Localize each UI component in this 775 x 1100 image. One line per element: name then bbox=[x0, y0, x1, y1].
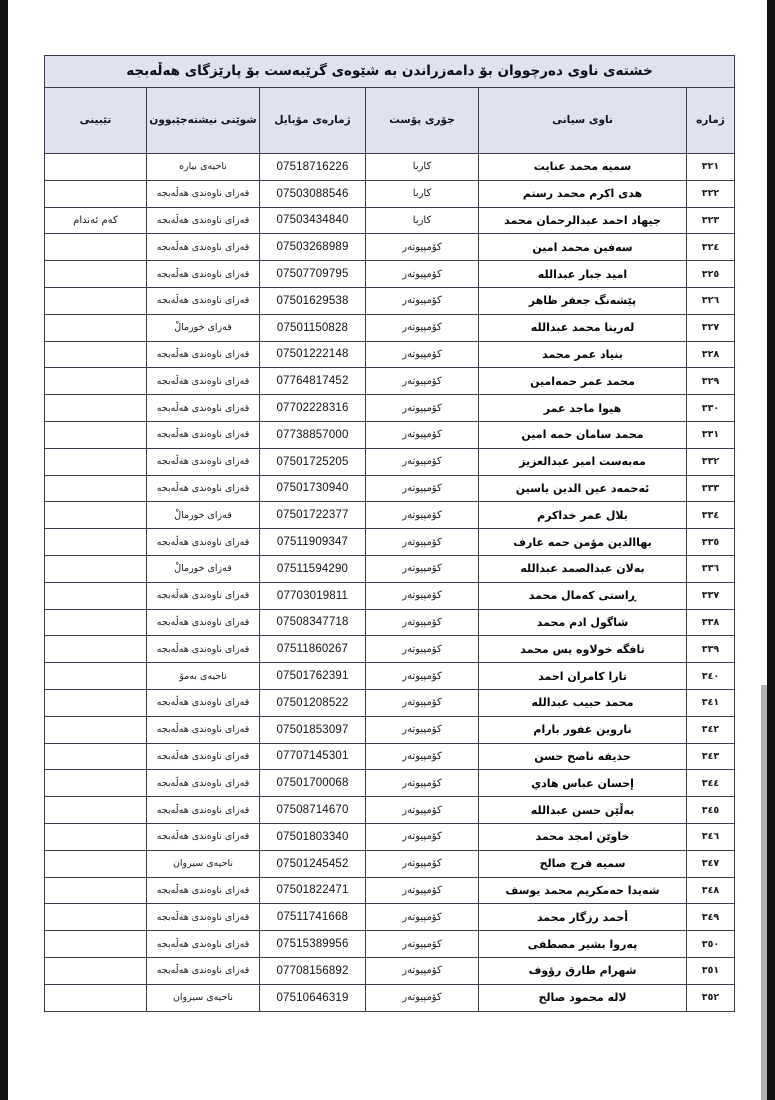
cell-post: کۆمپیوتەر bbox=[366, 314, 479, 341]
table-body bbox=[44, 154, 734, 1012]
cell-name: حذیفە ناصح حسن bbox=[479, 743, 687, 770]
column-header-name: ناوی سیانی bbox=[479, 88, 687, 154]
cell-mobile: 07707145301 bbox=[260, 743, 366, 770]
cell-note bbox=[44, 154, 146, 181]
cell-name: ڕاستی کەمال محمد bbox=[479, 582, 687, 609]
table-row bbox=[44, 582, 734, 609]
cell-addr: قەزای ناوەندی هەڵەبجە bbox=[147, 341, 260, 368]
cell-name: محمد حبیب عبدالله bbox=[479, 689, 687, 716]
cell-post: کۆمپیوتەر bbox=[366, 609, 479, 636]
cell-post: کاربا bbox=[366, 207, 479, 234]
cell-note bbox=[44, 502, 146, 529]
cell-mobile: 07518716226 bbox=[260, 154, 366, 181]
cell-mobile: 07501853097 bbox=[260, 716, 366, 743]
cell-addr: قەزای ناوەندی هەڵەبجە bbox=[147, 743, 260, 770]
cell-no: ٣٣١ bbox=[687, 421, 735, 448]
cell-post: کۆمپیوتەر bbox=[366, 341, 479, 368]
table-row bbox=[44, 743, 734, 770]
cell-name: بەلان عبدالصمد عبدالله bbox=[479, 555, 687, 582]
cell-addr: قەزای ناوەندی هەڵەبجە bbox=[147, 797, 260, 824]
cell-mobile: 07708156892 bbox=[260, 957, 366, 984]
cell-note bbox=[44, 743, 146, 770]
cell-mobile: 07511594290 bbox=[260, 555, 366, 582]
cell-note bbox=[44, 877, 146, 904]
table-row bbox=[44, 154, 734, 181]
cell-mobile: 07515389956 bbox=[260, 931, 366, 958]
cell-note bbox=[44, 770, 146, 797]
cell-addr: قەزای ناوەندی هەڵەبجە bbox=[147, 770, 260, 797]
cell-note bbox=[44, 823, 146, 850]
cell-post: کۆمپیوتەر bbox=[366, 743, 479, 770]
cell-mobile: 07501150828 bbox=[260, 314, 366, 341]
cell-addr: قەزای ناوەندی هەڵەبجە bbox=[147, 234, 260, 261]
cell-note bbox=[44, 957, 146, 984]
table-row bbox=[44, 234, 734, 261]
cell-mobile: 07507709795 bbox=[260, 261, 366, 288]
table-row bbox=[44, 877, 734, 904]
table-row bbox=[44, 341, 734, 368]
table-row bbox=[44, 797, 734, 824]
cell-post: کۆمپیوتەر bbox=[366, 448, 479, 475]
cell-name: أحمد رزگار محمد bbox=[479, 904, 687, 931]
cell-note bbox=[44, 984, 146, 1011]
graduates-table bbox=[44, 55, 735, 1012]
cell-no: ٣٤٨ bbox=[687, 877, 735, 904]
cell-note bbox=[44, 797, 146, 824]
cell-mobile: 07501822471 bbox=[260, 877, 366, 904]
cell-post: کۆمپیوتەر bbox=[366, 931, 479, 958]
cell-post: کۆمپیوتەر bbox=[366, 261, 479, 288]
cell-name: خاوێن امجد محمد bbox=[479, 823, 687, 850]
table-row bbox=[44, 529, 734, 556]
title-row bbox=[44, 56, 734, 88]
cell-name: لەرینا محمد عبدالله bbox=[479, 314, 687, 341]
cell-no: ٣٢٨ bbox=[687, 341, 735, 368]
cell-addr: قەزای ناوەندی هەڵەبجە bbox=[147, 395, 260, 422]
cell-name: پەروا بشیر مصطفی bbox=[479, 931, 687, 958]
cell-note bbox=[44, 663, 146, 690]
cell-post: کۆمپیوتەر bbox=[366, 475, 479, 502]
cell-no: ٣٢٧ bbox=[687, 314, 735, 341]
cell-post: کاربا bbox=[366, 180, 479, 207]
cell-name: لاله محمود صالح bbox=[479, 984, 687, 1011]
column-header-note: تێبینی bbox=[44, 88, 146, 154]
column-header-row bbox=[44, 88, 734, 154]
cell-addr: قەزای خورمالْ bbox=[147, 314, 260, 341]
cell-addr: قەزای ناوەندی هەڵەبجە bbox=[147, 368, 260, 395]
cell-no: ٣٣٥ bbox=[687, 529, 735, 556]
cell-note bbox=[44, 234, 146, 261]
cell-post: کۆمپیوتەر bbox=[366, 636, 479, 663]
table-row bbox=[44, 448, 734, 475]
cell-name: سەفین محمد امین bbox=[479, 234, 687, 261]
cell-mobile: 07501730940 bbox=[260, 475, 366, 502]
cell-addr: قەزای ناوەندی هەڵەبجە bbox=[147, 636, 260, 663]
cell-post: کۆمپیوتەر bbox=[366, 529, 479, 556]
cell-name: شاگول ادم محمد bbox=[479, 609, 687, 636]
document-page bbox=[8, 0, 767, 1100]
table-row bbox=[44, 957, 734, 984]
cell-note bbox=[44, 395, 146, 422]
cell-no: ٣٣٠ bbox=[687, 395, 735, 422]
roster-sheet bbox=[45, 55, 735, 1012]
cell-post: کۆمپیوتەر bbox=[366, 850, 479, 877]
column-header-addr: شوێنی نیشتەجێبوون bbox=[147, 88, 260, 154]
cell-mobile: 07501208522 bbox=[260, 689, 366, 716]
table-row bbox=[44, 421, 734, 448]
cell-addr: ناحیەی سیروان bbox=[147, 984, 260, 1011]
cell-name: هیوا ماجد عمر bbox=[479, 395, 687, 422]
cell-mobile: 07508714670 bbox=[260, 797, 366, 824]
cell-addr: قەزای ناوەندی هەڵەبجە bbox=[147, 689, 260, 716]
cell-name: تارا کامران احمد bbox=[479, 663, 687, 690]
column-header-post: جۆری پۆست bbox=[366, 88, 479, 154]
cell-post: کۆمپیوتەر bbox=[366, 421, 479, 448]
cell-post: کۆمپیوتەر bbox=[366, 957, 479, 984]
cell-mobile: 07511741668 bbox=[260, 904, 366, 931]
page-gutter-right bbox=[767, 0, 775, 1100]
cell-addr: قەزای ناوەندی هەڵەبجە bbox=[147, 931, 260, 958]
cell-mobile: 07508347718 bbox=[260, 609, 366, 636]
table-row bbox=[44, 636, 734, 663]
cell-no: ٣٢٤ bbox=[687, 234, 735, 261]
cell-no: ٣٣٨ bbox=[687, 609, 735, 636]
cell-note bbox=[44, 448, 146, 475]
cell-name: شەیدا حەمکریم محمد یوسف bbox=[479, 877, 687, 904]
cell-mobile: 07501629538 bbox=[260, 287, 366, 314]
cell-note bbox=[44, 609, 146, 636]
cell-addr: قەزای خورمالْ bbox=[147, 502, 260, 529]
cell-mobile: 07501722377 bbox=[260, 502, 366, 529]
cell-mobile: 07501803340 bbox=[260, 823, 366, 850]
cell-no: ٣٥١ bbox=[687, 957, 735, 984]
cell-addr: قەزای ناوەندی هەڵەبجە bbox=[147, 823, 260, 850]
cell-no: ٣٣٩ bbox=[687, 636, 735, 663]
table-row bbox=[44, 180, 734, 207]
cell-addr: قەزای ناوەندی هەڵەبجە bbox=[147, 877, 260, 904]
table-row bbox=[44, 207, 734, 234]
cell-no: ٣٢٥ bbox=[687, 261, 735, 288]
cell-no: ٣٣٧ bbox=[687, 582, 735, 609]
cell-no: ٣٤٩ bbox=[687, 904, 735, 931]
cell-note bbox=[44, 850, 146, 877]
cell-addr: قەزای ناوەندی هەڵەبجە bbox=[147, 475, 260, 502]
cell-name: پێشەنگ جعفر ظاهر bbox=[479, 287, 687, 314]
cell-no: ٣٤١ bbox=[687, 689, 735, 716]
cell-note bbox=[44, 689, 146, 716]
cell-name: محمد عمر حمەامین bbox=[479, 368, 687, 395]
cell-note: کەم ئەندام bbox=[44, 207, 146, 234]
cell-note bbox=[44, 368, 146, 395]
cell-addr: قەزای ناوەندی هەڵەبجە bbox=[147, 180, 260, 207]
table-row bbox=[44, 502, 734, 529]
table-row bbox=[44, 287, 734, 314]
cell-mobile: 07501222148 bbox=[260, 341, 366, 368]
cell-no: ٣٢٣ bbox=[687, 207, 735, 234]
cell-note bbox=[44, 421, 146, 448]
cell-note bbox=[44, 287, 146, 314]
cell-addr: قەزای ناوەندی هەڵەبجە bbox=[147, 957, 260, 984]
cell-name: بهاالدین مؤمن حمە عارف bbox=[479, 529, 687, 556]
cell-name: سمیە فرج صالح bbox=[479, 850, 687, 877]
cell-post: کۆمپیوتەر bbox=[366, 287, 479, 314]
cell-post: کۆمپیوتەر bbox=[366, 770, 479, 797]
cell-addr: قەزای خورمالْ bbox=[147, 555, 260, 582]
cell-mobile: 07738857000 bbox=[260, 421, 366, 448]
page-gutter-left bbox=[0, 0, 8, 1100]
cell-mobile: 07503434840 bbox=[260, 207, 366, 234]
cell-name: مەبەست امیر عبدالعزیز bbox=[479, 448, 687, 475]
cell-addr: قەزای ناوەندی هەڵەبجە bbox=[147, 609, 260, 636]
cell-post: کۆمپیوتەر bbox=[366, 984, 479, 1011]
cell-name: سمیە محمد عنایت bbox=[479, 154, 687, 181]
cell-name: تافگە خولاوە یس محمد bbox=[479, 636, 687, 663]
cell-addr: قەزای ناوەندی هەڵەبجە bbox=[147, 716, 260, 743]
cell-mobile: 07503268989 bbox=[260, 234, 366, 261]
cell-name: بلال عمر خداکرم bbox=[479, 502, 687, 529]
cell-addr: قەزای ناوەندی هەڵەبجە bbox=[147, 448, 260, 475]
cell-no: ٣٤٣ bbox=[687, 743, 735, 770]
cell-no: ٣٤٢ bbox=[687, 716, 735, 743]
cell-note bbox=[44, 904, 146, 931]
cell-mobile: 07503088546 bbox=[260, 180, 366, 207]
cell-name: شهرام طارق رؤوف bbox=[479, 957, 687, 984]
cell-no: ٣٤٧ bbox=[687, 850, 735, 877]
cell-no: ٣٤٥ bbox=[687, 797, 735, 824]
table-row bbox=[44, 475, 734, 502]
cell-mobile: 07764817452 bbox=[260, 368, 366, 395]
cell-post: کۆمپیوتەر bbox=[366, 716, 479, 743]
cell-addr: قەزای ناوەندی هەڵەبجە bbox=[147, 287, 260, 314]
table-row bbox=[44, 984, 734, 1011]
cell-post: کۆمپیوتەر bbox=[366, 502, 479, 529]
cell-post: کۆمپیوتەر bbox=[366, 797, 479, 824]
cell-note bbox=[44, 341, 146, 368]
column-header-mobile: ژمارەی مۆبایل bbox=[260, 88, 366, 154]
table-row bbox=[44, 368, 734, 395]
cell-no: ٣٤٦ bbox=[687, 823, 735, 850]
cell-no: ٣٥٠ bbox=[687, 931, 735, 958]
table-row bbox=[44, 931, 734, 958]
cell-post: کۆمپیوتەر bbox=[366, 663, 479, 690]
cell-no: ٣٣٤ bbox=[687, 502, 735, 529]
table-row bbox=[44, 823, 734, 850]
cell-mobile: 07511909347 bbox=[260, 529, 366, 556]
cell-name: بنیاد عمر محمد bbox=[479, 341, 687, 368]
cell-post: کۆمپیوتەر bbox=[366, 877, 479, 904]
table-row bbox=[44, 850, 734, 877]
cell-post: کۆمپیوتەر bbox=[366, 555, 479, 582]
cell-note bbox=[44, 555, 146, 582]
cell-name: بەڵێن حسن عبدالله bbox=[479, 797, 687, 824]
cell-mobile: 07510646319 bbox=[260, 984, 366, 1011]
cell-name: إحسان عباس هادي bbox=[479, 770, 687, 797]
cell-mobile: 07501725205 bbox=[260, 448, 366, 475]
cell-no: ٣٢٩ bbox=[687, 368, 735, 395]
table-row bbox=[44, 689, 734, 716]
cell-no: ٣٢٢ bbox=[687, 180, 735, 207]
cell-mobile: 07501762391 bbox=[260, 663, 366, 690]
cell-name: هدی اکرم محمد رستم bbox=[479, 180, 687, 207]
cell-note bbox=[44, 636, 146, 663]
cell-name: امید جبار عبدالله bbox=[479, 261, 687, 288]
cell-post: کۆمپیوتەر bbox=[366, 823, 479, 850]
cell-mobile: 07501245452 bbox=[260, 850, 366, 877]
cell-note bbox=[44, 716, 146, 743]
cell-name: ئەحمەد عین الدین یاسین bbox=[479, 475, 687, 502]
cell-addr: قەزای ناوەندی هەڵەبجە bbox=[147, 904, 260, 931]
cell-mobile: 07702228316 bbox=[260, 395, 366, 422]
cell-no: ٣٢١ bbox=[687, 154, 735, 181]
cell-addr: قەزای ناوەندی هەڵەبجە bbox=[147, 207, 260, 234]
table-row bbox=[44, 314, 734, 341]
table-row bbox=[44, 663, 734, 690]
cell-mobile: 07501700068 bbox=[260, 770, 366, 797]
column-header-no: ژمارە bbox=[687, 88, 735, 154]
cell-no: ٣٥٢ bbox=[687, 984, 735, 1011]
cell-note bbox=[44, 314, 146, 341]
cell-addr: قەزای ناوەندی هەڵەبجە bbox=[147, 261, 260, 288]
cell-mobile: 07703019811 bbox=[260, 582, 366, 609]
cell-no: ٣٤٠ bbox=[687, 663, 735, 690]
cell-addr: قەزای ناوەندی هەڵەبجە bbox=[147, 421, 260, 448]
table-row bbox=[44, 609, 734, 636]
document-title: خشتەی ناوی دەرچووان بۆ دامەزراندن بە شێوەی گرێبەست بۆ پارێزگای هەڵەبجە bbox=[44, 56, 734, 88]
cell-post: کۆمپیوتەر bbox=[366, 689, 479, 716]
cell-note bbox=[44, 475, 146, 502]
cell-name: جیهاد احمد عبدالرحمان محمد bbox=[479, 207, 687, 234]
table-row bbox=[44, 555, 734, 582]
cell-post: کۆمپیوتەر bbox=[366, 234, 479, 261]
cell-no: ٣٣٦ bbox=[687, 555, 735, 582]
cell-addr: ناحیەی بەمۆ bbox=[147, 663, 260, 690]
cell-no: ٣٤٤ bbox=[687, 770, 735, 797]
cell-name: محمد سامان حمە امین bbox=[479, 421, 687, 448]
cell-note bbox=[44, 931, 146, 958]
cell-post: کۆمپیوتەر bbox=[366, 368, 479, 395]
cell-post: کاربا bbox=[366, 154, 479, 181]
cell-post: کۆمپیوتەر bbox=[366, 582, 479, 609]
cell-note bbox=[44, 582, 146, 609]
cell-addr: ناحیەی سیروان bbox=[147, 850, 260, 877]
cell-no: ٣٣٣ bbox=[687, 475, 735, 502]
cell-note bbox=[44, 180, 146, 207]
cell-mobile: 07511860267 bbox=[260, 636, 366, 663]
vertical-scrollbar-thumb[interactable] bbox=[761, 685, 767, 1100]
table-row bbox=[44, 904, 734, 931]
cell-addr: قەزای ناوەندی هەڵەبجە bbox=[147, 582, 260, 609]
cell-addr: ناحیەی بیارە bbox=[147, 154, 260, 181]
cell-post: کۆمپیوتەر bbox=[366, 904, 479, 931]
table-row bbox=[44, 395, 734, 422]
cell-addr: قەزای ناوەندی هەڵەبجە bbox=[147, 529, 260, 556]
cell-no: ٣٣٢ bbox=[687, 448, 735, 475]
table-row bbox=[44, 716, 734, 743]
cell-no: ٣٢٦ bbox=[687, 287, 735, 314]
cell-post: کۆمپیوتەر bbox=[366, 395, 479, 422]
cell-note bbox=[44, 529, 146, 556]
table-row bbox=[44, 770, 734, 797]
table-head bbox=[44, 56, 734, 154]
cell-note bbox=[44, 261, 146, 288]
cell-name: ناروین غفور بارام bbox=[479, 716, 687, 743]
table-row bbox=[44, 261, 734, 288]
